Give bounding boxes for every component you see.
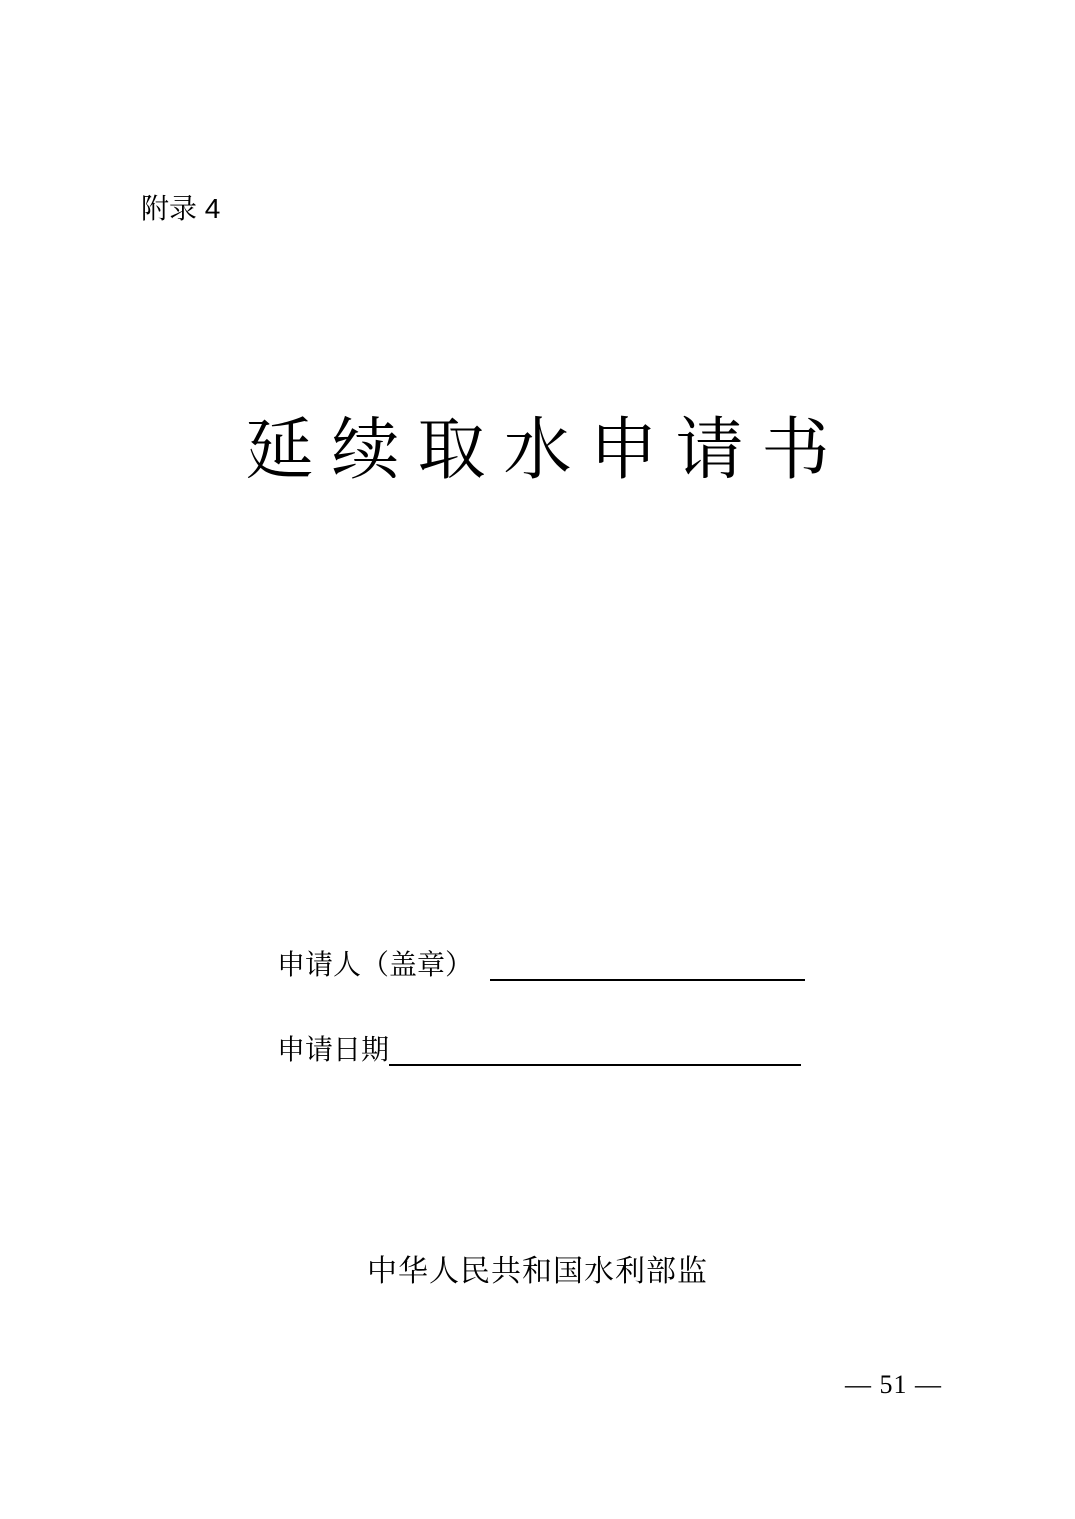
document-title: 延续取水申请书 [245,412,848,488]
form-fields [277,948,805,1066]
application-date-line [389,1033,801,1066]
applicant-field-row [277,948,805,981]
page-number: — 51 — [845,1370,942,1399]
applicant-label: 申请人（盖章） [277,948,474,980]
appendix-label: 附录 4 [141,193,221,224]
applicant-signature-line [490,948,805,981]
date-label: 申请日期 [277,1033,390,1065]
date-field-row [277,1033,805,1066]
issuer-text: 中华人民共和国水利部监 [367,1255,708,1288]
